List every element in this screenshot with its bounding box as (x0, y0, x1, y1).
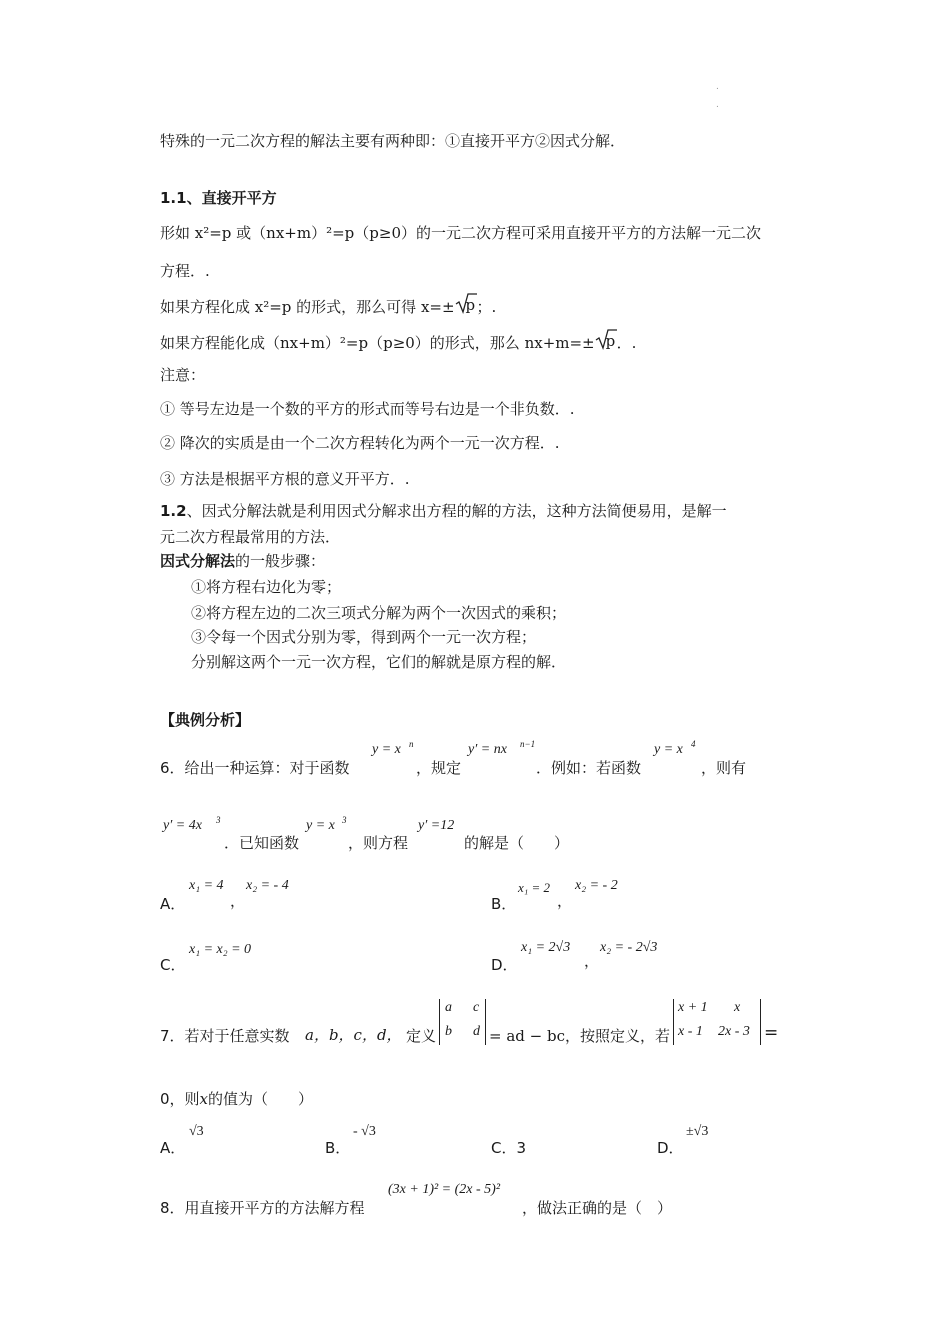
option-label-a[interactable]: A． (160, 895, 186, 913)
sqrt-icon (595, 333, 617, 351)
option-separator: ， (230, 892, 246, 910)
step-item: ③令每一个因式分别为零，得到两个一元一次方程； (191, 628, 537, 646)
option-separator: ， (557, 892, 573, 910)
q6-text: ，则有 (701, 759, 747, 777)
q7-text (160, 1088, 313, 1109)
det-entry: d (473, 1024, 480, 1039)
q6-math: y′ = 4x (163, 818, 202, 833)
q6-text: ，规定 (416, 759, 462, 777)
determinant-bar (673, 999, 674, 1045)
steps-title-bold: 因式分解法 (160, 552, 236, 570)
steps-title-rest: 的一般步骤： (235, 552, 326, 570)
line-text: 、因式分解法就是利用因式分解求出方程的解的方法，这种方法简便易用，是解一 (186, 502, 727, 520)
note-title: 注意： (160, 366, 206, 384)
q6-math-sup: 3 (216, 815, 221, 825)
q7-text-part: 的值为（ ） (208, 1090, 314, 1108)
q7-text: 定义 (406, 1027, 437, 1045)
note-item: ③ 方法是根据平方根的意义开平方．. (160, 470, 410, 488)
q6-text: 的解是（ ） (464, 834, 570, 852)
q7-vars: a，b，c，d， (305, 1026, 402, 1044)
section-number-1-2: 1.2 (160, 502, 187, 520)
option-label-d[interactable]: D． (657, 1139, 684, 1157)
line-text: ；. (476, 298, 497, 316)
det-entry: x - 1 (678, 1024, 703, 1039)
q6-text: ，则方程 (348, 834, 409, 852)
option-d-math: x₂ = - 2√3 (600, 940, 658, 955)
corner-mark: . (716, 100, 719, 110)
intro-text: 特殊的一元二次方程的解法主要有两种即：①直接开平方②因式分解． (160, 132, 626, 150)
det-entry: a (445, 1000, 452, 1015)
q6-math: y = x (654, 742, 683, 757)
steps-title (160, 550, 325, 571)
determinant-bar (439, 999, 440, 1045)
step-item: ②将方程左边的二次三项式分解为两个一次因式的乘积； (191, 604, 567, 622)
det-entry: 2x - 3 (718, 1024, 750, 1039)
q6-text: ．例如：若函数 (536, 759, 642, 777)
line-text: 如果方程化成 x²=p 的形式，那么可得 x=± (160, 298, 455, 316)
det-entry: c (473, 1000, 480, 1015)
option-d-math: ±√3 (686, 1124, 709, 1139)
note-item: ② 降次的实质是由一个二次方程转化为两个一元一次方程．. (160, 434, 560, 452)
q7-text: = (764, 1023, 779, 1043)
step-item: 分别解这两个一元一次方程，它们的解就是原方程的解． (191, 653, 567, 671)
option-c-label: C． (491, 1139, 517, 1157)
q6-math: y′ = nx (468, 742, 507, 757)
determinant-bar (485, 999, 486, 1045)
option-label-c[interactable]: C． (160, 956, 186, 974)
paragraph-line (160, 296, 496, 317)
sqrt-radicand: p (465, 296, 476, 314)
q6-math-sup: 4 (691, 739, 696, 749)
section-heading-1-1: 1.1、直接开平方 (160, 189, 277, 207)
option-label-d[interactable]: D． (491, 956, 518, 974)
option-b-math: x₁ = 2 (518, 880, 551, 895)
option-d-math: x₁ = 2√3 (521, 940, 571, 955)
q7-text: 7．若对于任意实数 (160, 1027, 290, 1045)
q6-math-sup: n (409, 739, 414, 749)
step-item: ①将方程右边化为零； (191, 578, 342, 596)
option-label-b[interactable]: B． (491, 895, 517, 913)
option-b-math: x₂ = - 2 (575, 878, 618, 893)
paragraph-line (160, 332, 636, 353)
option-a-math: x₁ = 4 (189, 878, 224, 893)
q6-math-sup: n−1 (520, 739, 536, 749)
option-label-c[interactable] (491, 1137, 526, 1158)
q8-math: (3x + 1)² = (2x - 5)² (388, 1182, 501, 1197)
q8-text: ，做法正确的是（ ） (522, 1199, 673, 1217)
line-text: ．. (616, 334, 637, 352)
det-entry: x (734, 1000, 741, 1015)
paragraph-line: 形如 x²=p 或（nx+m）²=p（p≥0）的一元二次方程可采用直接开平方的方法解一元二次 (160, 224, 761, 242)
q7-xvar: x (199, 1090, 209, 1108)
line-text: 如果方程能化成（nx+m）²=p（p≥0）的形式，那么 nx+m=± (160, 334, 595, 352)
examples-title: 【典例分析】 (160, 711, 251, 729)
determinant-bar (760, 999, 761, 1045)
q8-text: 8．用直接开平方的方法解方程 (160, 1199, 365, 1217)
note-item: ① 等号左边是一个数的平方的形式而等号右边是一个非负数．. (160, 400, 575, 418)
option-a-math: x₂ = - 4 (246, 878, 289, 893)
q7-text-part: 0，则 (160, 1090, 200, 1108)
option-b-math: - √3 (353, 1124, 376, 1139)
sqrt-radicand: p (605, 332, 616, 350)
q6-math-sup: 3 (342, 815, 347, 825)
q7-text: = ad − bc，按照定义，若 (489, 1027, 670, 1045)
paragraph-line (160, 500, 727, 521)
q6-text: 6．给出一种运算：对于函数 (160, 759, 350, 777)
sqrt-icon (455, 297, 477, 315)
q6-math: y = x (306, 818, 335, 833)
det-entry: b (445, 1024, 452, 1039)
option-label-a[interactable]: A． (160, 1139, 186, 1157)
det-entry: x + 1 (678, 1000, 708, 1015)
option-label-b[interactable]: B． (325, 1139, 351, 1157)
option-separator: ， (584, 952, 600, 970)
q6-text: ．已知函数 (224, 834, 300, 852)
q6-math: y = x (372, 742, 401, 757)
paragraph-line: 元二次方程最常用的方法． (160, 528, 341, 546)
q6-math: y′ =12 (418, 818, 455, 833)
option-c-math: x₁ = x₂ = 0 (189, 942, 252, 957)
option-a-math: √3 (189, 1124, 204, 1139)
corner-mark: . (716, 82, 719, 92)
paragraph-line: 方程．. (160, 262, 210, 280)
option-c-value: 3 (516, 1139, 527, 1157)
